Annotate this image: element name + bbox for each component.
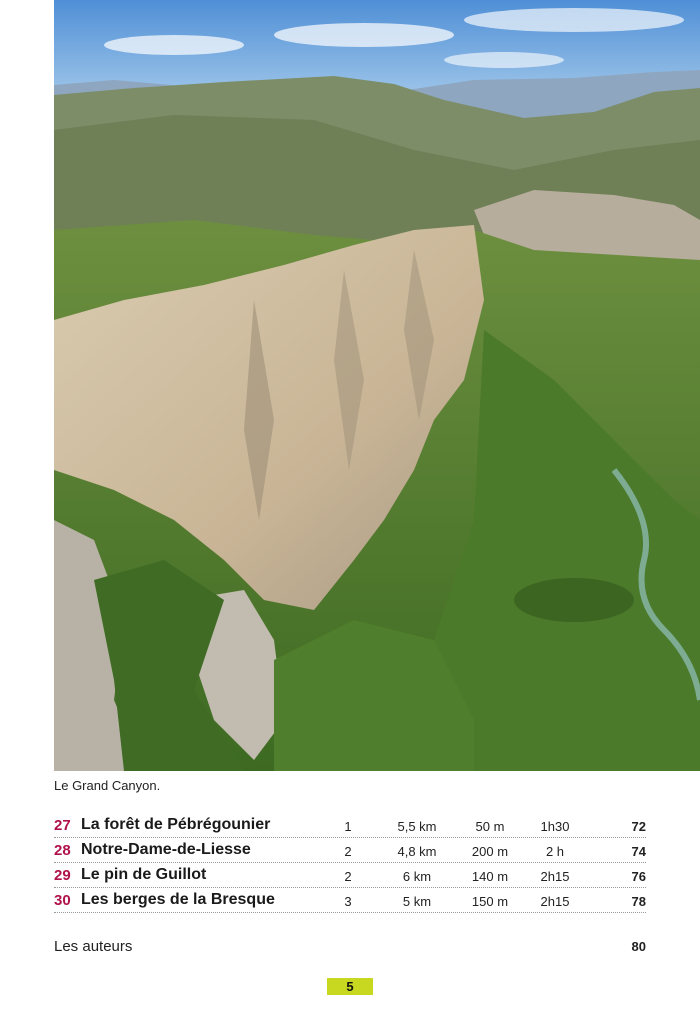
authors-entry[interactable] — [54, 936, 646, 958]
walk-distance: 5 km — [402, 894, 432, 909]
walk-duration: 2h15 — [540, 894, 570, 909]
walk-title: Les berges de la Bresque — [81, 891, 275, 908]
walk-page: 74 — [631, 844, 646, 859]
grand-canyon-photo — [54, 0, 700, 771]
toc-row[interactable] — [54, 838, 646, 863]
walk-title: Le pin de Guillot — [81, 866, 207, 883]
walk-duration: 2h15 — [540, 869, 570, 884]
authors-page: 80 — [631, 939, 646, 954]
table-of-contents — [54, 813, 646, 913]
page-number: 5 — [327, 978, 373, 995]
walk-distance: 5,5 km — [397, 819, 437, 834]
walk-number: 29 — [54, 867, 71, 884]
toc-row[interactable] — [54, 888, 646, 913]
walk-page: 76 — [631, 869, 646, 884]
walk-number: 28 — [54, 842, 71, 859]
walk-page: 78 — [631, 894, 646, 909]
walk-elevation: 200 m — [471, 844, 509, 859]
toc-row[interactable] — [54, 813, 646, 838]
walk-title: Notre-Dame-de-Liesse — [81, 841, 251, 858]
walk-distance: 4,8 km — [397, 844, 437, 859]
walk-difficulty: 1 — [344, 819, 352, 834]
walk-number: 30 — [54, 892, 71, 909]
walk-distance: 6 km — [402, 869, 432, 884]
authors-label: Les auteurs — [54, 938, 133, 955]
walk-page: 72 — [631, 819, 646, 834]
walk-difficulty: 2 — [344, 869, 352, 884]
walk-elevation: 150 m — [471, 894, 509, 909]
photo-caption: Le Grand Canyon. — [54, 778, 161, 793]
walk-difficulty: 3 — [344, 894, 352, 909]
walk-title: La forêt de Pébrégounier — [81, 816, 271, 833]
walk-duration: 1h30 — [540, 819, 570, 834]
walk-duration: 2 h — [545, 844, 565, 859]
walk-elevation: 50 m — [475, 819, 505, 834]
toc-row[interactable] — [54, 863, 646, 888]
walk-number: 27 — [54, 817, 71, 834]
walk-difficulty: 2 — [344, 844, 352, 859]
walk-elevation: 140 m — [471, 869, 509, 884]
